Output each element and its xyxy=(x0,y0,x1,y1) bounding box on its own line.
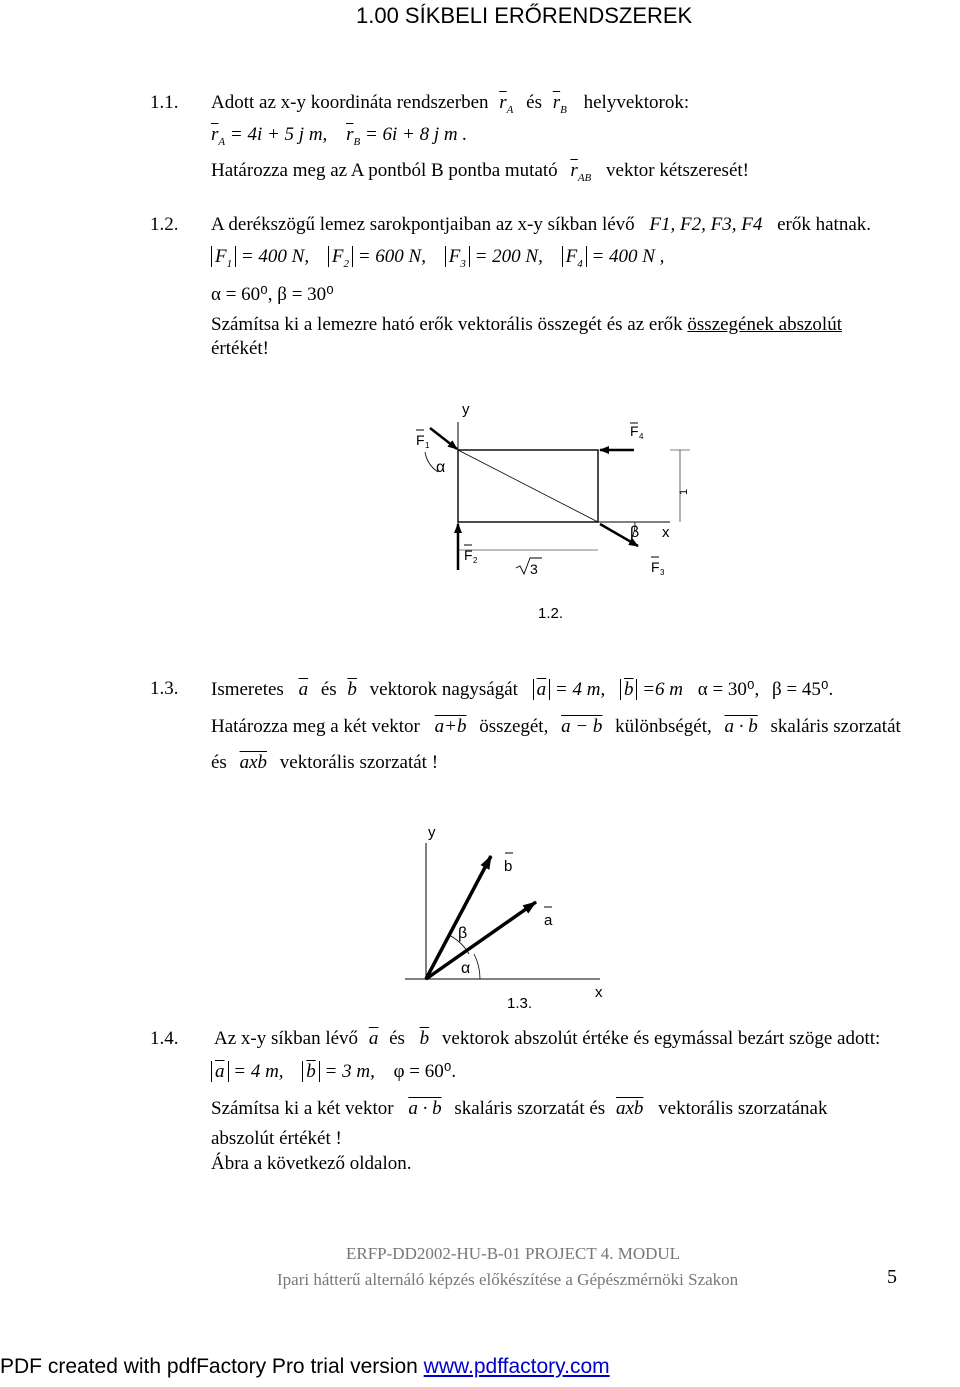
subscript: 1 xyxy=(425,441,430,450)
force-F4-label: F xyxy=(630,423,639,439)
vector-expression: a · b xyxy=(724,716,758,737)
problem-text xyxy=(211,716,901,738)
value: =6 m xyxy=(642,679,683,700)
abs-a: $\overline{a}$ xyxy=(533,679,551,700)
subscript: B xyxy=(353,135,361,148)
problem-text xyxy=(211,160,749,184)
vector-expression: $\overline{axb}$ xyxy=(239,752,268,773)
abs-F1: $F_1$ xyxy=(211,246,236,267)
problem-text xyxy=(211,752,438,774)
value: = 4 m, xyxy=(233,1061,284,1082)
vector-symbol: $\overline{r}$ xyxy=(211,124,219,145)
vector-symbol: $\overline{b}$ xyxy=(419,1028,430,1049)
pdffactory-link[interactable]: www.pdffactory.com xyxy=(423,1355,610,1378)
angle-beta-label: β xyxy=(458,925,468,942)
value: = 200 N, xyxy=(474,246,543,267)
vector-symbol: $\overline{r}$ xyxy=(346,124,354,145)
vector-symbol: $\overline{r}$ xyxy=(499,92,507,113)
text: Határozza meg az A pontból B pontba mutató xyxy=(211,160,558,181)
underlined-text: összegének abszolút xyxy=(687,314,842,335)
abs-F3: $F_3$ xyxy=(445,246,470,267)
force-list: F1, F2, F3, F4 xyxy=(649,214,763,235)
text: és xyxy=(389,1028,405,1049)
abs-F2: $F_2$ xyxy=(328,246,353,267)
x-axis-label: x xyxy=(595,984,603,1001)
sqrt-sign xyxy=(516,558,542,574)
dimension-label: 1 xyxy=(678,488,690,495)
text: Határozza meg a két vektor xyxy=(211,716,420,737)
subscript: 3 xyxy=(660,568,665,577)
subscript: 4 xyxy=(639,432,644,441)
problem-number: 1.3. xyxy=(150,678,179,699)
problem-text xyxy=(211,92,689,116)
value: = 3 m, xyxy=(324,1061,375,1082)
equation: = 6i + 8 j m . xyxy=(364,124,468,145)
problem-text: abszolút értékét ! xyxy=(211,1128,342,1149)
x-axis-label: x xyxy=(662,524,670,541)
text: Számítsa ki a lemezre ható erők vektorális összegét és az erők xyxy=(211,314,683,335)
text: és xyxy=(526,92,542,113)
problem-text xyxy=(211,214,871,236)
pdf-banner-text: PDF created with pdfFactory Pro trial version xyxy=(0,1355,418,1378)
text: Számítsa ki a két vektor xyxy=(211,1098,394,1119)
force-F1-label: F xyxy=(416,432,425,448)
subscript: A xyxy=(218,135,226,148)
angle-beta-label: β xyxy=(630,524,640,541)
vector-symbol: $\overline{r}$ xyxy=(570,160,578,181)
vector-b-label: b xyxy=(504,858,513,875)
footer-line-2: Ipari hátterű alternáló képzés előkészítése a Gépészmérnöki Szakon xyxy=(277,1270,739,1289)
text: skaláris szorzatát xyxy=(770,716,901,737)
problem-text xyxy=(211,678,833,701)
value: = 4 m, xyxy=(554,679,606,700)
value: = 600 N, xyxy=(357,246,426,267)
pdf-banner xyxy=(0,1355,610,1379)
text: összegét, xyxy=(479,716,549,737)
vector-expression: a · b xyxy=(408,1098,442,1119)
figure-1-3 xyxy=(395,815,625,1015)
text: vektor kétszeresét! xyxy=(606,160,749,181)
diagonal xyxy=(458,450,598,522)
vector-symbol: $\overline{r}$ xyxy=(552,92,561,113)
problem-number: 1.1. xyxy=(150,92,179,113)
vector-a-label: a xyxy=(544,912,553,929)
value: = 400 N, xyxy=(240,246,310,267)
text: Az x-y síkban lévő xyxy=(214,1028,359,1049)
vector-expression: a − b xyxy=(561,716,603,737)
problem-text xyxy=(211,314,842,336)
vector-symbol: $\overline{a}$ xyxy=(368,1028,379,1049)
angle-value: α = 30⁰, xyxy=(697,679,760,700)
abs-b: $\overline{b}$ xyxy=(302,1061,320,1082)
abs-a: $\overline{a}$ xyxy=(211,1061,229,1082)
text: A derékszögű lemez sarokpontjaiban az x-y síkban lévő xyxy=(211,214,635,235)
subscript: 2 xyxy=(473,556,478,565)
problem-number: 1.4. xyxy=(150,1028,179,1049)
figure-caption: 1.2. xyxy=(538,605,564,622)
given-values xyxy=(211,1060,456,1083)
text: vektorok nagyságát xyxy=(369,679,518,700)
page-title: 1.00 SÍKBELI ERŐRENDSZEREK xyxy=(356,3,693,28)
abs-b: $\overline{b}$ xyxy=(620,679,638,700)
equation: = 4i + 5 j m, xyxy=(229,124,328,145)
angle-alpha-label: α xyxy=(436,459,446,476)
vector-b-arrow xyxy=(426,856,491,979)
force-values xyxy=(211,246,664,270)
page-number: 5 xyxy=(887,1266,897,1288)
subscript: AB xyxy=(577,171,592,184)
force-F1-arrow xyxy=(430,428,457,449)
vector-expression: $\overline{axb}$ xyxy=(615,1098,644,1119)
dimension-label: 3 xyxy=(530,561,538,577)
vector-a-arrow xyxy=(426,902,536,979)
text: Ismeretes xyxy=(211,679,284,700)
angle-arc-alpha xyxy=(474,954,480,979)
y-axis-label: y xyxy=(428,824,436,841)
y-axis-label: y xyxy=(462,401,470,418)
angle-value: φ = 60⁰. xyxy=(393,1061,457,1082)
text: vektorok abszolút értéke és egymással bezárt szöge adott: xyxy=(441,1028,881,1049)
problem-text: Ábra a következő oldalon. xyxy=(211,1153,412,1174)
vector-symbol: $\overline{b}$ xyxy=(347,679,357,700)
text: különbségét, xyxy=(615,716,712,737)
problem-text: értékét! xyxy=(211,338,270,359)
text: vektorális szorzatának xyxy=(658,1098,828,1119)
vector-symbol: $\overline{a}$ xyxy=(298,679,309,700)
problem-text xyxy=(211,1098,827,1120)
angle-values: α = 60⁰, β = 30⁰ xyxy=(211,284,334,305)
vector-expression: a+b xyxy=(434,716,467,737)
text: és xyxy=(211,752,227,773)
equation-line xyxy=(211,124,467,148)
force-F2-label: F xyxy=(464,547,473,563)
figure-1-2 xyxy=(380,390,720,630)
text: skaláris szorzatát és xyxy=(454,1098,606,1119)
text: vektorális szorzatát ! xyxy=(279,752,439,773)
figure-caption: 1.3. xyxy=(507,995,533,1012)
subscript: B xyxy=(560,103,567,116)
subscript: A xyxy=(506,103,514,116)
text: és xyxy=(320,679,337,700)
problem-number: 1.2. xyxy=(150,214,179,235)
text: helyvektorok: xyxy=(583,92,690,113)
text: Adott az x-y koordináta rendszerben xyxy=(211,92,489,113)
angle-value: β = 45⁰. xyxy=(772,679,834,700)
text: erők hatnak. xyxy=(777,214,872,235)
value: = 400 N , xyxy=(591,246,665,267)
abs-F4: $F_4$ xyxy=(562,246,587,267)
angle-alpha-label: α xyxy=(461,960,471,977)
problem-text xyxy=(214,1028,880,1050)
footer-line-1: ERFP-DD2002-HU-B-01 PROJECT 4. MODUL xyxy=(346,1244,681,1263)
force-F3-label: F xyxy=(651,559,660,575)
